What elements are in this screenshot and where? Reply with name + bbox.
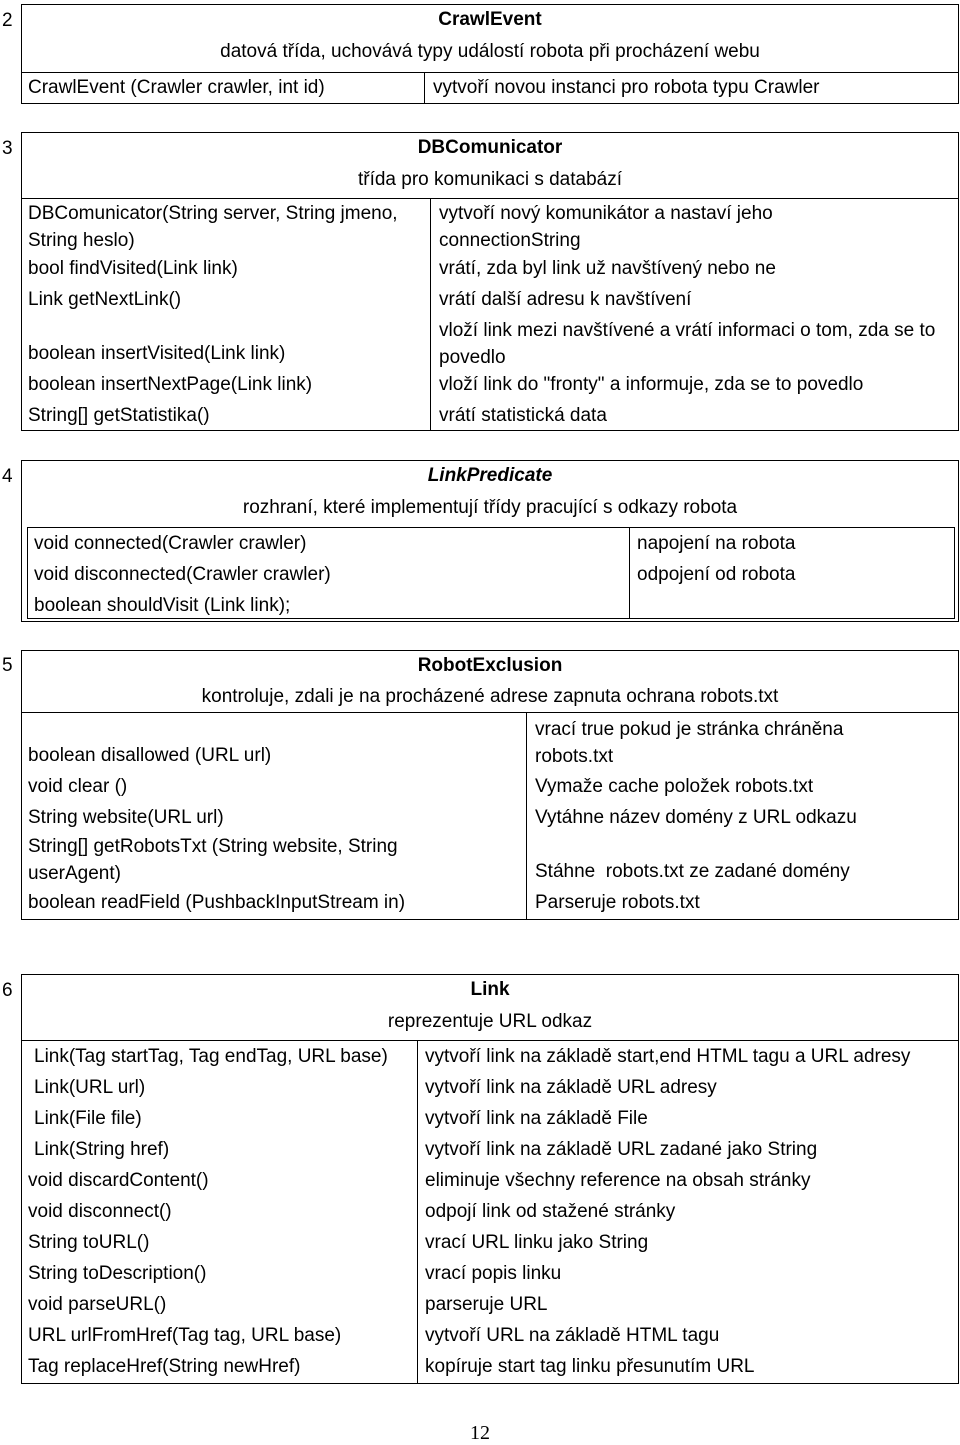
member-signature: Link(Tag startTag, Tag endTag, URL base) [34,1046,388,1067]
member-signature: Link(URL url) [34,1077,146,1098]
member-description: vloží link do "fronty" a informuje, zda se to povedlo [439,374,864,395]
member-description: odpojí link od stažené stránky [425,1201,676,1222]
member-description: vrací URL linku jako String [425,1232,649,1253]
member-signature: String[] getStatistika() [28,405,210,426]
section-number: 3 [2,138,13,159]
member-signature: Link(String href) [34,1139,170,1160]
member-description: Parseruje robots.txt [535,892,700,913]
member-description: vrací popis linku [425,1263,562,1284]
member-signature: bool findVisited(Link link) [28,258,238,279]
class-description: datová třída, uchovává typy událostí robota při procházení webu [220,41,760,62]
member-description: vrací true pokud je stránka chráněna robots.txt [535,719,844,767]
member-description: napojení na robota [637,533,796,554]
class-name: DBComunicator [417,137,563,158]
section-number: 6 [2,980,13,1001]
member-description: vrátí statistická data [439,405,607,426]
member-description: vrátí, zda byl link už navštívený nebo ne [439,258,776,279]
member-description: vytvoří URL na základě HTML tagu [425,1325,720,1346]
member-signature: Tag replaceHref(String newHref) [28,1356,301,1377]
member-description: Stáhne robots.txt ze zadané domény [535,861,850,882]
page-number: 12 [470,1422,490,1444]
member-signature: CrawlEvent (Crawler crawler, int id) [28,77,325,98]
class-name: Link [470,979,510,1000]
member-description: vytvoří link na základě URL adresy [425,1077,717,1098]
member-description: Vymaže cache položek robots.txt [535,776,814,797]
class-description: rozhraní, které implementují třídy pracující s odkazy robota [242,497,738,518]
class-description: reprezentuje URL odkaz [387,1011,593,1032]
class-description: kontroluje, zdali je na procházené adrese zapnuta ochrana robots.txt [201,686,779,707]
member-description: vytvoří link na základě URL zadané jako String [425,1139,818,1160]
member-description: eliminuje všechny reference na obsah stránky [425,1170,811,1191]
member-description: vytvoří link na základě File [425,1108,648,1129]
class-name: LinkPredicate [427,465,553,486]
member-signature: Link getNextLink() [28,289,182,310]
member-description: vytvoří link na základě start,end HTML tagu a URL adresy [425,1046,911,1067]
member-signature: void disconnect() [28,1201,172,1222]
member-signature: String[] getRobotsTxt (String website, String userAgent) [28,836,398,884]
member-description: vytvoří nový komunikátor a nastaví jeho connectionString [439,203,773,251]
member-description: Vytáhne název domény z URL odkazu [535,807,857,828]
member-signature: void parseURL() [28,1294,167,1315]
member-signature: void clear () [28,776,128,797]
member-description: vloží link mezi navštívené a vrátí informaci o tom, zda se to povedlo [439,320,936,368]
member-signature: boolean disallowed (URL url) [28,745,272,766]
member-signature: boolean readField (PushbackInputStream in) [28,892,406,913]
member-description: parseruje URL [425,1294,548,1315]
member-signature: void discardContent() [28,1170,209,1191]
member-description: vrátí další adresu k navštívení [439,289,692,310]
member-signature: URL urlFromHref(Tag tag, URL base) [28,1325,342,1346]
member-signature: String website(URL url) [28,807,224,828]
member-signature: boolean insertVisited(Link link) [28,343,286,364]
member-description: odpojení od robota [637,564,796,585]
member-signature: String toURL() [28,1232,150,1253]
member-description: kopíruje start tag linku přesunutím URL [425,1356,755,1377]
member-signature: String toDescription() [28,1263,207,1284]
section-number: 5 [2,655,13,676]
class-name: CrawlEvent [438,9,542,30]
member-signature: void disconnected(Crawler crawler) [34,564,331,585]
member-signature: boolean shouldVisit (Link link); [34,595,291,616]
section-number: 2 [2,10,13,31]
class-name: RobotExclusion [417,655,563,676]
class-description: třída pro komunikaci s databází [357,169,623,190]
member-signature: Link(File file) [34,1108,142,1129]
member-description: vytvoří novou instanci pro robota typu Crawler [433,77,820,98]
member-signature: boolean insertNextPage(Link link) [28,374,313,395]
member-signature: DBComunicator(String server, String jmeno, String heslo) [28,203,398,251]
section-number: 4 [2,466,13,487]
member-signature: void connected(Crawler crawler) [34,533,307,554]
